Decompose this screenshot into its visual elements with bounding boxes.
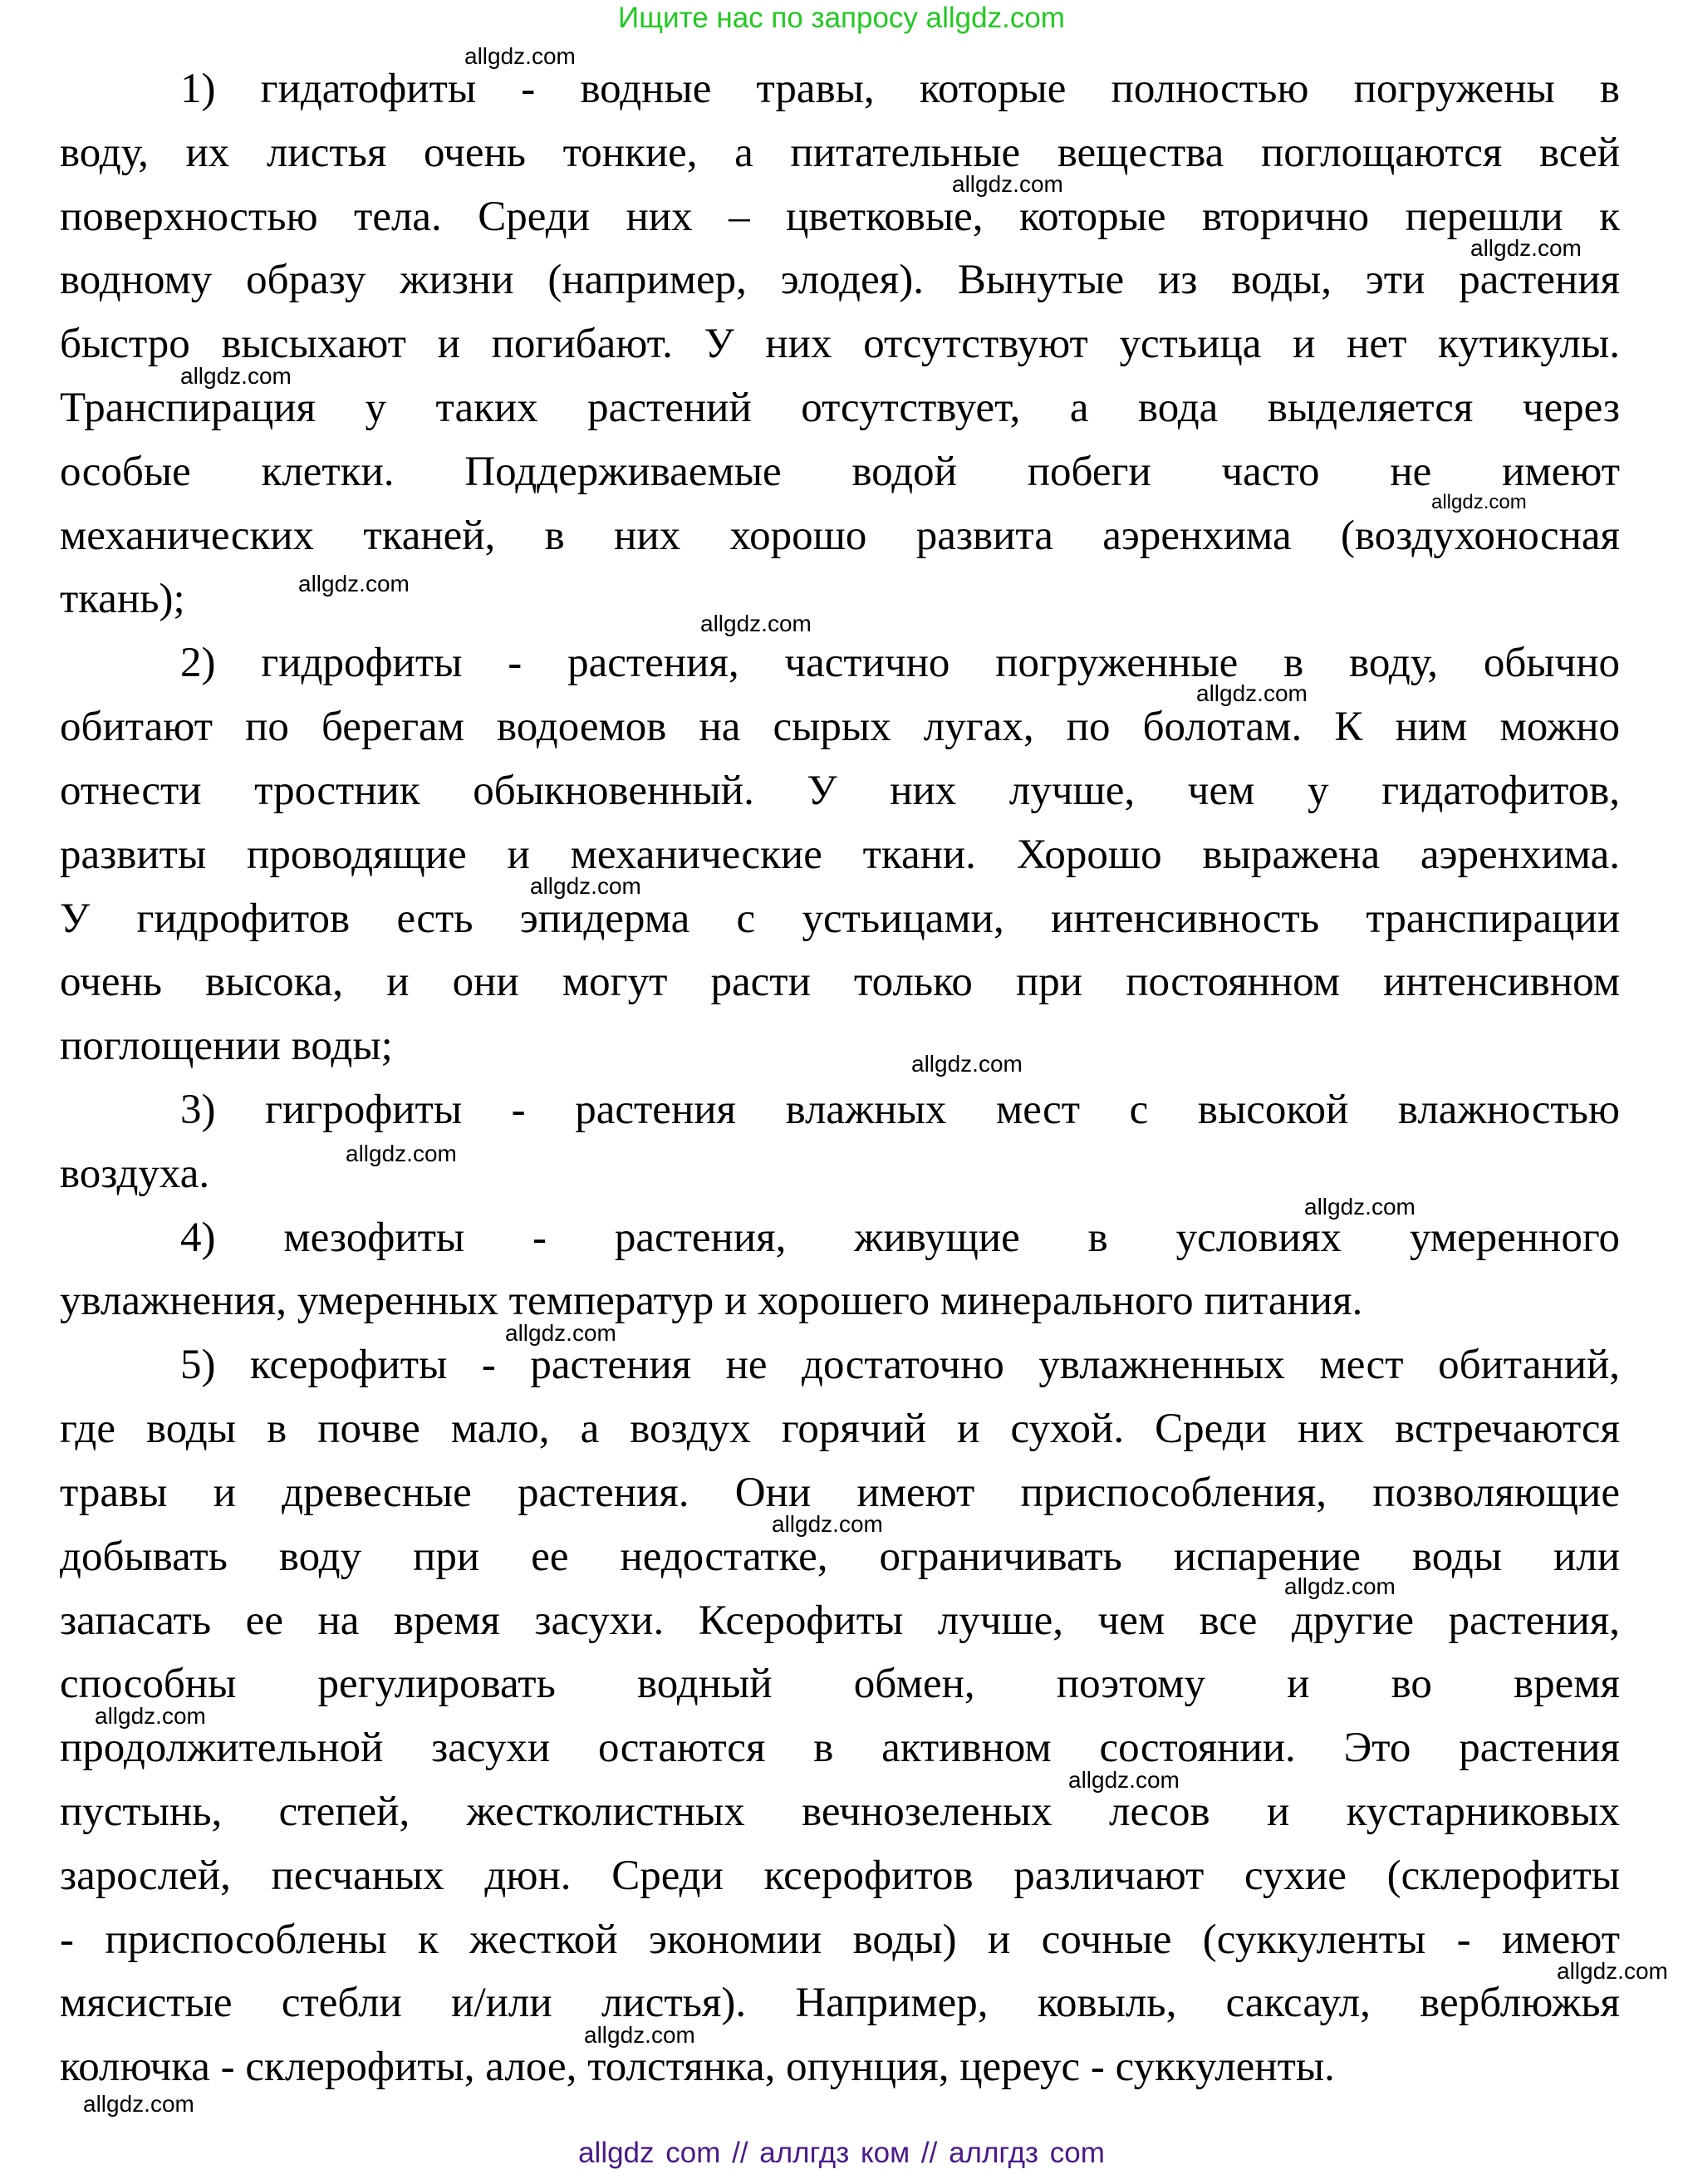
watermark-text: allgdz.com	[180, 363, 292, 389]
watermark-text: allgdz.com	[1068, 1767, 1180, 1793]
text-line: колючка - склерофиты, алое, толстянка, опунция, цереус - суккуленты.	[60, 2044, 1335, 2090]
text-line: очень высока, и они могут расти только при постоянном интенсивном	[60, 959, 1620, 1005]
footer-banner: allgdz com // аллгдз ком // аллгдз com	[578, 2137, 1105, 2169]
text-line: воздуха.	[60, 1151, 210, 1197]
text-line: зарослей, песчаных дюн. Среди ксерофитов различают сухие (склерофиты	[60, 1853, 1620, 1899]
text-line: быстро высыхают и погибают. У них отсутствуют устьица и нет кутикулы.	[60, 321, 1620, 367]
watermark-text: allgdz.com	[1284, 1573, 1396, 1599]
text-line: 2) гидрофиты - растения, частично погруженные в воду, обычно	[180, 640, 1620, 686]
watermark-text: allgdz.com	[911, 1051, 1023, 1077]
watermark-text: allgdz.com	[1470, 235, 1582, 261]
watermark-text: allgdz.com	[952, 171, 1063, 197]
text-line: 1) гидатофиты - водные травы, которые полностью погружены в	[180, 66, 1620, 112]
text-line: добывать воду при ее недостатке, ограничивать испарение воды или	[60, 1534, 1620, 1580]
text-line: Транспирация у таких растений отсутствует, а вода выделяется через	[60, 385, 1620, 431]
text-line: где воды в почве мало, а воздух горячий и сухой. Среди них встречаются	[60, 1406, 1620, 1452]
text-line: 4) мезофиты - растения, живущие в условиях умеренного	[180, 1215, 1620, 1261]
text-line: запасать ее на время засухи. Ксерофиты лучше, чем все другие растения,	[60, 1598, 1620, 1644]
text-line: развиты проводящие и механические ткани. Хорошо выражена аэренхима.	[60, 832, 1620, 878]
text-line: способны регулировать водный обмен, поэтому и во время	[60, 1661, 1620, 1707]
watermark-text: allgdz.com	[298, 571, 410, 596]
text-line: водному образу жизни (например, элодея). Вынутые из воды, эти растения	[60, 257, 1620, 303]
text-line: поверхностью тела. Среди них – цветковые, которые вторично перешли к	[60, 194, 1620, 240]
watermark-text: allgdz.com	[1196, 680, 1308, 706]
text-line: особые клетки. Поддерживаемые водой побеги часто не имеют	[60, 449, 1620, 495]
text-line: увлажнения, умеренных температур и хорошего минерального питания.	[60, 1278, 1363, 1324]
watermark-text: allgdz.com	[505, 1320, 616, 1346]
text-line: У гидрофитов есть эпидерма с устьицами, интенсивность транспирации	[60, 896, 1620, 942]
text-line: воду, их листья очень тонкие, а питательные вещества поглощаются всей	[60, 130, 1620, 176]
watermark-text: allgdz.com	[1431, 491, 1527, 513]
text-line: механических тканей, в них хорошо развита аэренхима (воздухоносная	[60, 513, 1620, 559]
text-line: 3) гигрофиты - растения влажных мест с высокой влажностью	[180, 1087, 1620, 1133]
text-line: отнести тростник обыкновенный. У них лучше, чем у гидатофитов,	[60, 768, 1620, 814]
watermark-text: allgdz.com	[83, 2091, 194, 2117]
watermark-text: allgdz.com	[772, 1511, 883, 1537]
watermark-text: allgdz.com	[1557, 1958, 1668, 1984]
watermark-text: allgdz.com	[700, 611, 812, 636]
text-line: 5) ксерофиты - растения не достаточно увлажненных мест обитаний,	[180, 1342, 1620, 1388]
text-line: пустынь, степей, жестколистных вечнозеленых лесов и кустарниковых	[60, 1789, 1620, 1835]
watermark-text: allgdz.com	[1304, 1194, 1416, 1220]
text-line: травы и древесные растения. Они имеют приспособления, позволяющие	[60, 1470, 1620, 1516]
watermark-text: allgdz.com	[464, 43, 576, 69]
watermark-text: allgdz.com	[346, 1141, 457, 1166]
header-banner: Ищите нас по запросу allgdz.com	[618, 2, 1065, 34]
text-line: обитают по берегам водоемов на сырых лугах, по болотам. К ним можно	[60, 704, 1620, 750]
watermark-text: allgdz.com	[95, 1703, 206, 1729]
text-line: ткань);	[60, 576, 185, 622]
text-line: поглощении воды;	[60, 1023, 393, 1069]
text-line: мясистые стебли и/или листья). Например, ковыль, саксаул, верблюжья	[60, 1980, 1620, 2026]
text-line: продолжительной засухи остаются в активном состоянии. Это растения	[60, 1725, 1620, 1771]
watermark-text: allgdz.com	[584, 2022, 695, 2048]
watermark-text: allgdz.com	[530, 873, 641, 899]
text-line: - приспособлены к жесткой экономии воды) и сочные (суккуленты - имеют	[60, 1917, 1620, 1963]
